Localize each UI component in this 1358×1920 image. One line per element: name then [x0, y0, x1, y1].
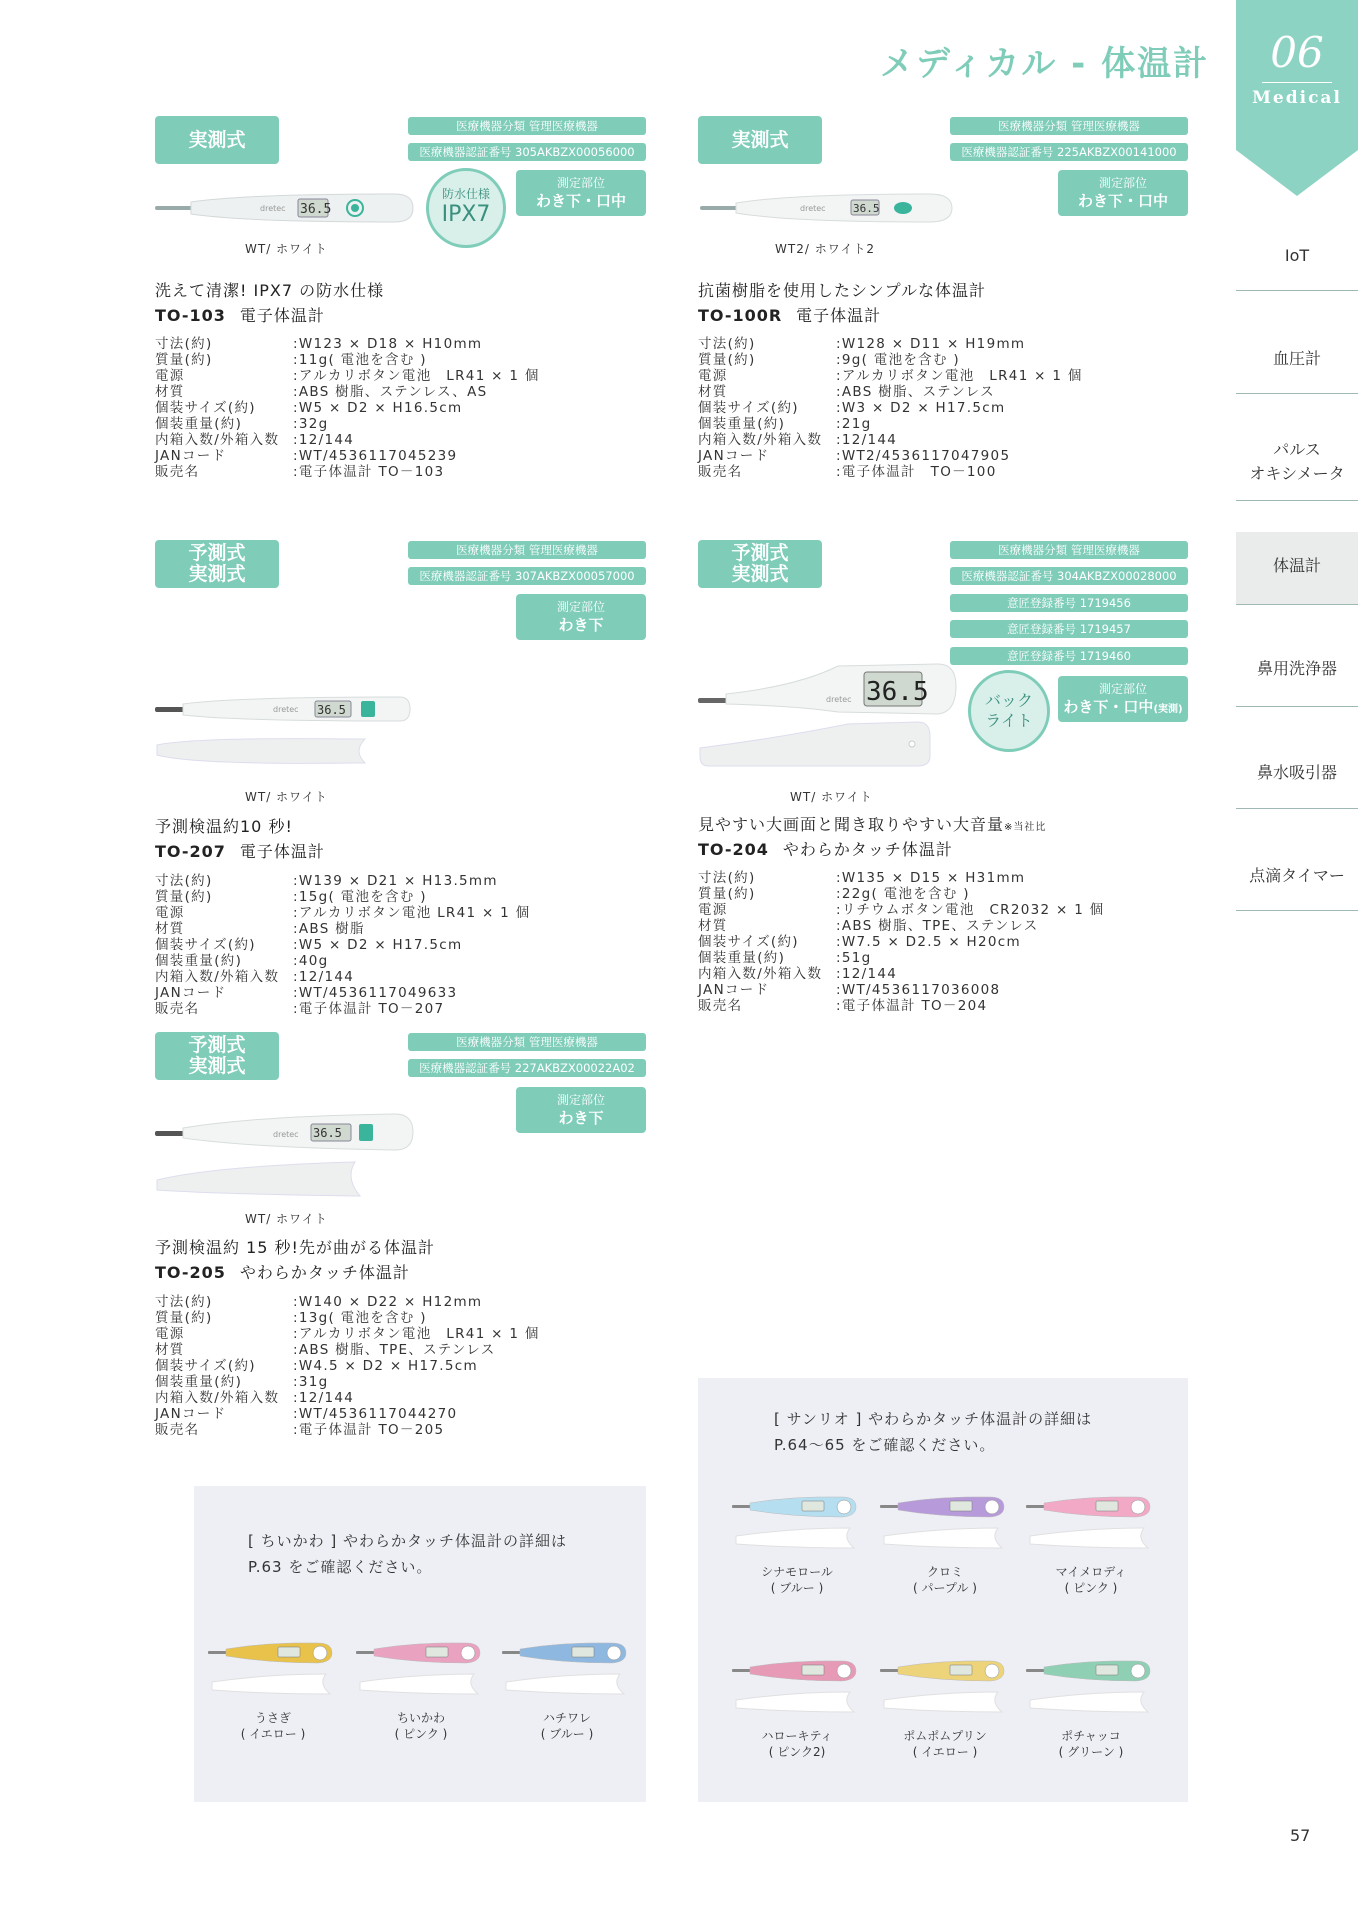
- spec-value: :22g( 電池を含む ): [836, 886, 970, 902]
- spec-value: :アルカリボタン電池 LR41 × 1 個: [293, 905, 531, 921]
- product-headline: 予測検温約10 秒!: [155, 817, 293, 836]
- spec-list: [698, 336, 1083, 480]
- spec-key: 寸法(約): [155, 336, 213, 352]
- spec-key: 個装サイズ(約): [155, 937, 256, 953]
- spec-key: 販売名: [155, 1001, 200, 1017]
- spec-key: 質量(約): [155, 889, 213, 905]
- nav-item-blood-pressure[interactable]: 血圧計: [1272, 349, 1321, 368]
- site-label: 測定部位: [1098, 682, 1147, 696]
- nav-divider: [1236, 290, 1358, 291]
- cert-badge: 医療機器認証番号 307AKBZX00057000: [408, 567, 646, 585]
- svg-text:36.5: 36.5: [866, 677, 929, 707]
- waterproof-rating: IPX7: [441, 202, 491, 227]
- site-note: (実測): [1153, 704, 1183, 715]
- waterproof-badge: [426, 168, 506, 248]
- character-variant-label: うさぎ ( イエロー ): [240, 1711, 306, 1741]
- spec-value: :W135 × D15 × H31mm: [836, 870, 1026, 886]
- character-variant-label: ちいかわ ( ピンク ): [394, 1711, 448, 1741]
- site-value: わき下・口中: [1077, 192, 1168, 210]
- spec-key: 寸法(約): [155, 873, 213, 889]
- spec-list: [155, 873, 530, 1017]
- spec-value: :電子体温計 TO－207: [293, 1001, 445, 1017]
- spec-value: :ABS 樹脂: [293, 921, 365, 937]
- spec-value: :13g( 電池を含む ): [293, 1310, 427, 1326]
- class-badge: 医療機器分類 管理医療機器: [408, 1033, 646, 1051]
- model-number: TO-205: [155, 1263, 226, 1282]
- nav-item-iot[interactable]: IoT: [1284, 246, 1310, 265]
- spec-value: :WT/4536117036008: [836, 982, 1001, 998]
- spec-key: 材質: [155, 384, 185, 400]
- model-name: やわらかタッチ体温計: [239, 1263, 410, 1282]
- product-headline: 洗えて清潔! IPX7 の防水仕様: [155, 281, 385, 300]
- spec-value: :W140 × D22 × H12mm: [293, 1294, 483, 1310]
- spec-list: [155, 336, 540, 480]
- character-thermometer-image: [208, 1638, 338, 1702]
- spec-key: 個装サイズ(約): [155, 1358, 256, 1374]
- spec-value: :WT/4536117045239: [293, 448, 458, 464]
- page-title: メディカル - 体温計: [880, 44, 1210, 84]
- thermometer-image: [155, 1110, 415, 1200]
- spec-key: 個装サイズ(約): [698, 934, 799, 950]
- character-thermometer-image: [1026, 1492, 1156, 1556]
- spec-key: 電源: [698, 368, 728, 384]
- spec-key: 販売名: [155, 1422, 200, 1438]
- display-reading: 36.5: [300, 202, 332, 217]
- spec-key: 個装重量(約): [698, 416, 786, 432]
- spec-key: 電源: [155, 1326, 185, 1342]
- nav-divider: [1236, 500, 1358, 501]
- color-caption: WT/ ホワイト: [245, 790, 328, 804]
- spec-key: 個装サイズ(約): [698, 400, 799, 416]
- mode-badge: 予測式 実測式: [155, 1032, 279, 1080]
- site-value: わき下・口中: [535, 192, 626, 210]
- nav-divider: [1236, 393, 1358, 394]
- spec-value: :電子体温計 TO－103: [293, 464, 445, 480]
- thermometer-image: [155, 188, 415, 228]
- spec-value: :電子体温計 TO－205: [293, 1422, 445, 1438]
- backlight-badge: バック ライト: [968, 670, 1050, 752]
- site-label: 測定部位: [556, 600, 605, 614]
- cert-badge: 医療機器認証番号 305AKBZX00056000: [408, 143, 646, 161]
- nav-divider: [1236, 706, 1358, 707]
- class-badge: 医療機器分類 管理医療機器: [408, 541, 646, 559]
- character-thermometer-image: [732, 1492, 862, 1556]
- section-divider: [1262, 82, 1332, 83]
- spec-value: :12/144: [293, 432, 355, 448]
- spec-key: 質量(約): [155, 352, 213, 368]
- spec-value: :W128 × D11 × H19mm: [836, 336, 1026, 352]
- nav-item-thermometer[interactable]: 体温計: [1272, 556, 1321, 575]
- svg-text:36.5: 36.5: [313, 1126, 342, 1140]
- cert-badge: 医療機器認証番号 304AKBZX00028000: [950, 567, 1188, 585]
- spec-value: :W7.5 × D2.5 × H20cm: [836, 934, 1021, 950]
- spec-key: 個装重量(約): [155, 953, 243, 969]
- spec-value: :ABS 樹脂、ステンレス、AS: [293, 384, 488, 400]
- cert-badge: 医療機器認証番号 227AKBZX00022A02: [408, 1059, 646, 1077]
- product-headline: 予測検温約 15 秒!先が曲がる体温計: [155, 1238, 435, 1257]
- spec-list: [698, 870, 1104, 1014]
- site-badge: [1058, 170, 1188, 216]
- spec-key: 内箱入数/外箱入数: [155, 969, 280, 985]
- color-caption: WT2/ ホワイト2: [775, 242, 875, 256]
- nav-item-pulse-oximeter[interactable]: パルス オキシメータ: [1249, 440, 1345, 483]
- spec-value: :31g: [293, 1374, 329, 1390]
- spec-key: 販売名: [698, 998, 743, 1014]
- spec-key: 質量(約): [155, 1310, 213, 1326]
- spec-value: :15g( 電池を含む ): [293, 889, 427, 905]
- spec-value: :電子体温計 TO－204: [836, 998, 988, 1014]
- spec-value: :電子体温計 TO－100: [836, 464, 997, 480]
- spec-key: JANコード: [698, 982, 770, 998]
- spec-key: 販売名: [698, 464, 743, 480]
- cert-badge: 医療機器認証番号 225AKBZX00141000: [950, 143, 1188, 161]
- color-caption: WT/ ホワイト: [790, 790, 873, 804]
- nav-divider: [1236, 910, 1358, 911]
- model-number: TO-100R: [698, 306, 783, 325]
- site-label: 測定部位: [556, 176, 605, 190]
- spec-list: [155, 1294, 540, 1438]
- site-value: わき下: [558, 616, 604, 634]
- svg-text:36.5: 36.5: [853, 202, 880, 215]
- nav-item-drip-timer[interactable]: 点滴タイマー: [1249, 866, 1345, 885]
- spec-key: 電源: [698, 902, 728, 918]
- spec-value: :W5 × D2 × H17.5cm: [293, 937, 463, 953]
- spec-value: :WT2/4536117047905: [836, 448, 1011, 464]
- class-badge: 医療機器分類 管理医療機器: [950, 117, 1188, 135]
- spec-value: :W123 × D18 × H10mm: [293, 336, 483, 352]
- spec-key: 個装サイズ(約): [155, 400, 256, 416]
- color-caption: WT/ ホワイト: [245, 1212, 328, 1226]
- spec-value: :12/144: [293, 969, 355, 985]
- spec-key: 電源: [155, 368, 185, 384]
- product-model: [155, 303, 325, 326]
- model-name: 電子体温計: [239, 842, 325, 861]
- model-name: 電子体温計: [239, 306, 325, 325]
- spec-value: :リチウムボタン電池 CR2032 × 1 個: [836, 902, 1105, 918]
- spec-value: :W3 × D2 × H17.5cm: [836, 400, 1006, 416]
- spec-value: :ABS 樹脂、ステンレス: [836, 384, 995, 400]
- spec-key: 寸法(約): [155, 1294, 213, 1310]
- character-thermometer-image: [1026, 1656, 1156, 1720]
- spec-value: :アルカリボタン電池 LR41 × 1 個: [293, 368, 540, 384]
- waterproof-label: 防水仕様: [441, 187, 490, 201]
- spec-value: :51g: [836, 950, 872, 966]
- spec-value: :12/144: [293, 1390, 355, 1406]
- model-number: TO-103: [155, 306, 226, 325]
- thermometer-image: [700, 190, 960, 226]
- spec-value: :12/144: [836, 966, 898, 982]
- product-model: [698, 303, 881, 326]
- character-thermometer-image: [732, 1656, 862, 1720]
- section-number: 06: [1270, 28, 1324, 77]
- mode-badge: 実測式: [155, 116, 279, 164]
- spec-key: JANコード: [155, 1406, 227, 1422]
- spec-value: :W4.5 × D2 × H17.5cm: [293, 1358, 478, 1374]
- site-value: [1058, 697, 1188, 720]
- product-model: [155, 839, 325, 862]
- color-caption: WT/ ホワイト: [245, 242, 328, 256]
- svg-text:dretec: dretec: [273, 705, 299, 714]
- spec-value: :11g( 電池を含む ): [293, 352, 427, 368]
- spec-key: JANコード: [698, 448, 770, 464]
- model-number: TO-204: [698, 840, 769, 859]
- character-variant-label: ハローキティ ( ピンク2): [761, 1729, 833, 1759]
- site-text: わき下・口中: [1063, 698, 1154, 716]
- spec-key: 電源: [155, 905, 185, 921]
- svg-text:dretec: dretec: [826, 695, 852, 704]
- spec-key: 材質: [155, 921, 185, 937]
- character-thermometer-image: [502, 1638, 632, 1702]
- spec-key: 内箱入数/外箱入数: [698, 432, 823, 448]
- product-model: [155, 1260, 410, 1283]
- mode-badge: 実測式: [698, 116, 822, 164]
- spec-key: 寸法(約): [698, 870, 756, 886]
- spec-key: 寸法(約): [698, 336, 756, 352]
- spec-value: :32g: [293, 416, 329, 432]
- spec-key: 内箱入数/外箱入数: [155, 1390, 280, 1406]
- site-badge: [1058, 676, 1188, 722]
- svg-text:dretec: dretec: [260, 204, 286, 213]
- character-variant-label: シナモロール ( ブルー ): [761, 1565, 833, 1595]
- class-badge: 医療機器分類 管理医療機器: [408, 117, 646, 135]
- character-variant-label: ハチワレ ( ブルー ): [540, 1711, 594, 1741]
- site-badge: [516, 594, 646, 640]
- spec-key: 個装重量(約): [155, 1374, 243, 1390]
- spec-key: 質量(約): [698, 886, 756, 902]
- page-number: 57: [1290, 1826, 1311, 1845]
- spec-key: JANコード: [155, 448, 227, 464]
- model-number: TO-207: [155, 842, 226, 861]
- section-label: Medical: [1252, 88, 1342, 108]
- spec-value: :21g: [836, 416, 872, 432]
- spec-value: :アルカリボタン電池 LR41 × 1 個: [836, 368, 1083, 384]
- nav-item-nasal-aspirator[interactable]: 鼻水吸引器: [1256, 763, 1337, 782]
- spec-value: :W5 × D2 × H16.5cm: [293, 400, 463, 416]
- model-name: やわらかタッチ体温計: [782, 840, 953, 859]
- design-badge: 意匠登録番号 1719457: [950, 620, 1188, 638]
- design-badge: 意匠登録番号 1719456: [950, 594, 1188, 612]
- character-variant-label: クロミ ( パープル ): [913, 1565, 977, 1595]
- spec-key: 販売名: [155, 464, 200, 480]
- spec-key: 個装重量(約): [698, 950, 786, 966]
- class-badge: 医療機器分類 管理医療機器: [950, 541, 1188, 559]
- character-thermometer-image: [880, 1492, 1010, 1556]
- svg-text:dretec: dretec: [273, 1130, 299, 1139]
- spec-value: :12/144: [836, 432, 898, 448]
- svg-text:dretec: dretec: [800, 204, 826, 213]
- site-value: わき下: [558, 1109, 604, 1127]
- spec-value: :WT/4536117049633: [293, 985, 458, 1001]
- thermometer-image: [155, 693, 415, 773]
- spec-value: :9g( 電池を含む ): [836, 352, 960, 368]
- headline-note: ※当社比: [1004, 822, 1047, 833]
- site-label: 測定部位: [1098, 176, 1147, 190]
- spec-value: :WT/4536117044270: [293, 1406, 458, 1422]
- model-name: 電子体温計: [796, 306, 882, 325]
- character-thermometer-image: [880, 1656, 1010, 1720]
- spec-key: 材質: [155, 1342, 185, 1358]
- spec-key: 質量(約): [698, 352, 756, 368]
- character-thermometer-image: [356, 1638, 486, 1702]
- chiikawa-note: [ ちいかわ ] やわらかタッチ体温計の詳細は P.63 をご確認ください。: [248, 1532, 568, 1576]
- spec-key: 個装重量(約): [155, 416, 243, 432]
- mode-badge: 予測式 実測式: [155, 540, 279, 588]
- character-variant-label: マイメロディ ( ピンク ): [1055, 1565, 1127, 1595]
- site-badge: [516, 170, 646, 216]
- sanrio-note: [ サンリオ ] やわらかタッチ体温計の詳細は P.64～65 をご確認ください。: [774, 1410, 1093, 1454]
- thermometer-image: [698, 656, 958, 776]
- spec-key: JANコード: [155, 985, 227, 1001]
- product-headline: 抗菌樹脂を使用したシンプルな体温計: [698, 281, 986, 300]
- nav-divider: [1236, 808, 1358, 809]
- spec-value: :ABS 樹脂、TPE、ステンレス: [836, 918, 1039, 934]
- spec-key: 内箱入数/外箱入数: [698, 966, 823, 982]
- nav-divider: [1236, 604, 1358, 605]
- spec-value: :ABS 樹脂、TPE、ステンレス: [293, 1342, 496, 1358]
- spec-value: :W139 × D21 × H13.5mm: [293, 873, 498, 889]
- nav-item-nasal-wash[interactable]: 鼻用洗浄器: [1256, 659, 1337, 678]
- svg-text:36.5: 36.5: [317, 703, 346, 717]
- spec-key: 材質: [698, 918, 728, 934]
- mode-badge: 予測式 実測式: [698, 540, 822, 588]
- character-variant-label: ポチャッコ ( グリーン ): [1058, 1729, 1124, 1759]
- headline-text: 見やすい大画面と聞き取りやすい大音量: [698, 815, 1005, 834]
- site-badge: [516, 1087, 646, 1133]
- design-badge: 意匠登録番号 1719460: [950, 647, 1188, 665]
- spec-value: :40g: [293, 953, 329, 969]
- product-headline: [698, 812, 1046, 835]
- spec-value: :アルカリボタン電池 LR41 × 1 個: [293, 1326, 540, 1342]
- product-model: [698, 837, 953, 860]
- spec-key: 材質: [698, 384, 728, 400]
- character-variant-label: ポムポムプリン ( イエロー ): [903, 1729, 987, 1759]
- site-label: 測定部位: [556, 1093, 605, 1107]
- spec-key: 内箱入数/外箱入数: [155, 432, 280, 448]
